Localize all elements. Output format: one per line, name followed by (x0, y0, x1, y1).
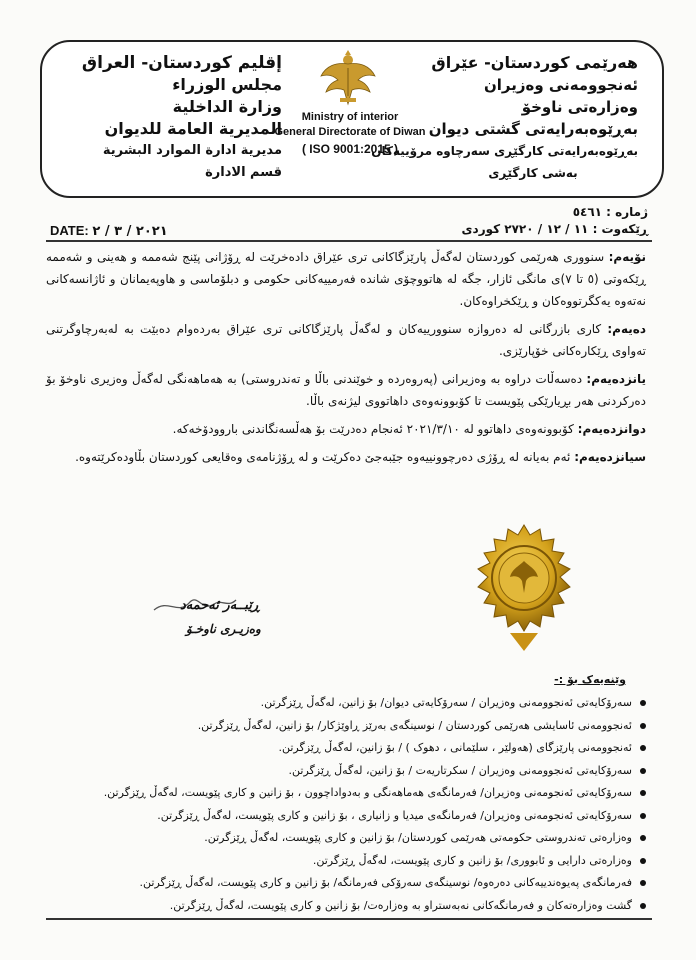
list-item-text: ئەنجوومەنی ئاسایشی هەرێمی کوردستان / نوسینگەی بەرێز ڕاوێژکار/ بۆ زانین، لەگەڵ ڕێزگرتن. (197, 718, 632, 732)
list-item (50, 692, 650, 715)
bullet-icon (640, 768, 646, 774)
letterhead-line: ئەنجوومەنی وەزیران (483, 76, 638, 94)
directorate-name: General Directorate of Diwan (274, 126, 426, 138)
letterhead-line: بەشی کارگێڕی (488, 166, 578, 180)
clause-paragraph (46, 446, 646, 468)
kurdistan-eagle-emblem-icon (318, 46, 378, 108)
letterhead-arabic (62, 52, 282, 184)
signatory-title: وەزیـری ناوخـۆ (186, 622, 261, 636)
date-value: ٢٠٢١ / ٣ / ٢ (92, 224, 168, 239)
list-item (50, 760, 650, 783)
clause-label: دوانزدەیەم: (577, 422, 646, 436)
clause-text: سنووری هەرێمی کوردستان لەگەڵ پارێزگاکانی تری عێراق دادەخرێت لە ڕۆژانی پێنج شەممە و هەینی و شەممە ڕێکەوتی (٥ تا ٧)ی مانگی ئازار، جگە لە هاتووچۆی شاندە فەرمییەکانی حکومی و دبلۆماسی و هاوپەیمانان و ئاژانسەکانی نەتەوە یەکگرتووەکان و ڕێکخراوەکان. (46, 250, 647, 308)
clause-text: کۆبوونەوەی داهاتوو لە ٢٠٢١/٣/١٠ ئەنجام دەدرێت بۆ هەڵسەنگاندنی باروودۆخەکە. (172, 422, 578, 436)
list-item-text: سەرۆکایەتی ئەنجومەنی وەزیران/ فەرمانگەی میدیا و زانیاری ، بۆ زانین و کاری پێویست، لەگەڵ ڕێزگرتن. (157, 808, 632, 822)
bullet-icon (640, 880, 646, 886)
list-item-text: ئەنجوومەنی پارێزگای (هەولێر ، سلێمانی ، دهوک ) / بۆ زانین، لەگەڵ ڕێزگرتن. (278, 741, 632, 754)
copies-to-title: وێنەیەک بۆ :- (554, 673, 626, 686)
list-item (50, 895, 650, 918)
letterhead-line: مديرية ادارة الموارد البشرية (102, 143, 282, 158)
letterhead-line: هەرێمی کوردستان- عێراق (431, 53, 638, 72)
signatory-name: ڕێبــەر ئەحمەد (180, 598, 260, 613)
letterhead-line: المديرية العامة للديوان (104, 119, 282, 138)
list-item-text: گشت وەزارەتەکان و فەرمانگەکانی نەبەستراو بە وەزارەت/ بۆ زانین و کاری پێویست، لەگەڵ ڕێزگرتن. (169, 898, 632, 912)
bullet-icon (640, 745, 646, 751)
clause-label: یانزدەیەم: (586, 372, 646, 386)
list-item-text: سەرۆکایەتی ئەنجوومەنی وەزیران / سکرتاریەت / بۆ زانین، لەگەڵ ڕێزگرتن. (288, 763, 632, 777)
header-divider (46, 240, 652, 242)
bullet-icon (640, 835, 646, 841)
clause-text: دەسەڵات دراوە بە وەزیرانی (پەروەردە و خوێندنی باڵا و تەندروستی) بە هەماهەنگی لەگەڵ وەزیری ناوخۆ بۆ دەرکردنی هەر بڕیارێکی پێویست تا کۆبوونەوەی داهاتووی لیژنەی باڵا. (46, 372, 646, 408)
date-label: DATE: (50, 223, 89, 238)
clause-paragraph (46, 246, 646, 312)
copies-to-section (50, 672, 650, 917)
bullet-icon (640, 903, 646, 909)
letterhead-line: وزارة الداخلية (172, 97, 282, 116)
letterhead-line: إقليم كوردستان- العراق (81, 53, 282, 73)
ministry-name: Ministry of interior (301, 111, 399, 123)
clause-paragraph (46, 368, 646, 412)
kurdish-date: ڕێکەوت : ١١ / ١٢ / ٢٧٢٠ کوردی (461, 222, 648, 236)
gold-seal-icon (474, 523, 574, 653)
list-item-text: سەرۆکایەتی ئەنجوومەنی وەزیران / سەرۆکایەتی دیوان/ بۆ زانین، لەگەڵ ڕێزگرتن. (260, 696, 632, 709)
letterhead-line: بەڕێوەبەرایەتی کارگێڕی سەرچاوە مرۆییەکان (371, 144, 638, 158)
clause-label: نۆیەم: (608, 250, 646, 264)
footer-divider (46, 918, 652, 920)
clause-label: دەیەم: (607, 322, 646, 336)
list-item (50, 782, 650, 805)
letterhead-english (270, 110, 430, 157)
reference-number: ژمارە : ٥٤٦١ (572, 205, 648, 219)
clause-text: کاری بازرگانی لە دەروازە سنوورییەکان و لەگەڵ پارێزگاکانی تری عێراق بەردەوام دەبێت بە لەبەرچاوگرتنی تەواوی ڕێکارەکانی خۆپارێزی. (46, 322, 646, 358)
clause-label: سیانزدەیەم: (574, 450, 646, 464)
list-item (50, 850, 650, 873)
iso-certification: ( ISO 9001:2015 ) (301, 142, 399, 156)
bullet-icon (640, 858, 646, 864)
list-item-text: وەزارەتی تەندروستی حکومەتی هەرێمی کوردستان/ بۆ زانین و کاری پێویست، لەگەڵ ڕێزگرتن. (204, 831, 632, 844)
list-item (50, 805, 650, 828)
list-item (50, 872, 650, 895)
clause-paragraph (46, 418, 646, 440)
list-item-text: فەرمانگەی پەیوەندییەکانی دەرەوە/ نوسینگەی سەرۆکی فەرمانگە/ بۆ زانین و کاری پێویست، لەگەڵ ڕێزگرتن. (139, 876, 632, 889)
list-item-text: وەزارەتی دارایی و ئابووری/ بۆ زانین و کاری پێویست، لەگەڵ ڕێزگرتن. (312, 853, 632, 867)
reference-block (462, 204, 648, 238)
clause-paragraph (46, 318, 646, 362)
list-item-text: سەرۆکایەتی ئەنجومەنی وەزیران/ فەرمانگەی هەماهەنگی و بەدواداچوون ، بۆ زانین و کاری پێویست، لەگەڵ ڕێزگرتن. (103, 786, 632, 799)
letterhead-line: بەڕێوەبەرایەتی گشتی دیوان (428, 120, 638, 138)
gregorian-date (50, 223, 168, 239)
bullet-icon (640, 813, 646, 819)
letter-body (46, 246, 646, 474)
list-item (50, 827, 650, 850)
letterhead-line: قسم الادارة (205, 165, 282, 180)
bullet-icon (640, 790, 646, 796)
bullet-icon (640, 723, 646, 729)
bullet-icon (640, 700, 646, 706)
list-item (50, 737, 650, 760)
letterhead-line: وەزارەتی ناوخۆ (521, 98, 638, 116)
clause-text: ئەم بەیانە لە ڕۆژی دەرچوونییەوە جێبەجێ دەکرێت و لە ڕۆژنامەی وەقایعی کوردستان بڵاودەکرێتەوە. (75, 450, 575, 464)
list-item (50, 715, 650, 738)
letterhead-line: مجلس الوزراء (172, 75, 282, 94)
letterhead-kurdish (371, 52, 638, 184)
